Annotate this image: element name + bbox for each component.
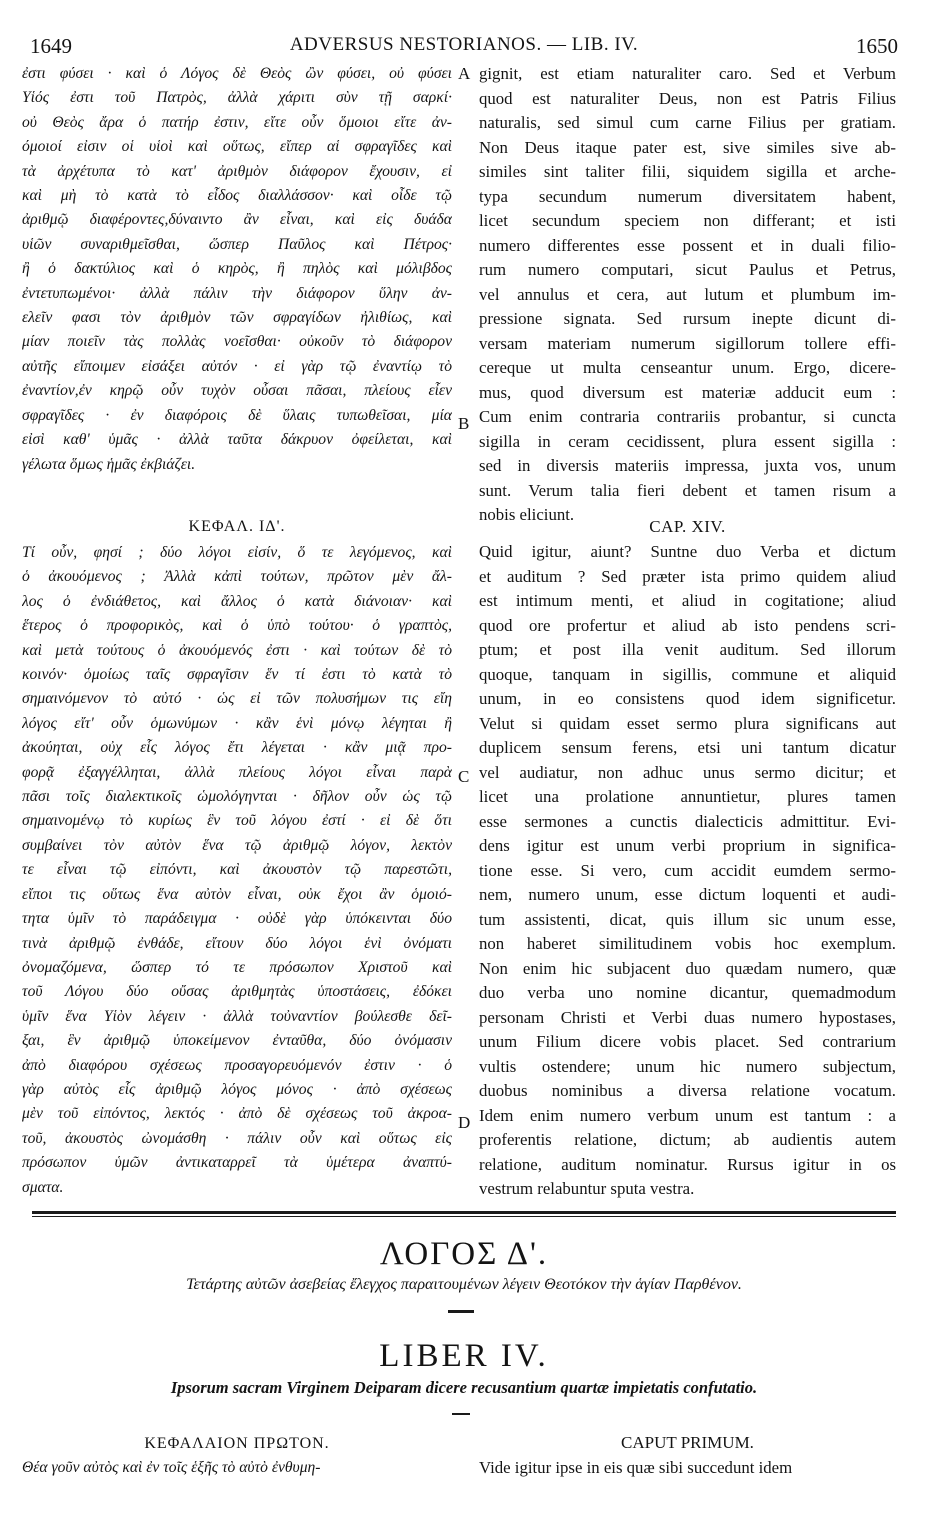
text-line: σματα. — [22, 1178, 64, 1196]
text-line: ελεῖν φασι τὸν ἀριθμὸν τῶν σφραγίδων ἠλιθίως, καὶ — [22, 309, 452, 327]
text-line: esse sermones a cunctis dialecticis admittitur. Evi- — [479, 811, 896, 831]
text-line: unum Filium dicere vobis placet. Sed contrarium — [479, 1032, 896, 1051]
text-line: ἐστι φύσει · καὶ ὁ Λόγος δὲ Θεὸς ὢν φύσει, οὐ φύσει — [22, 65, 452, 82]
text-line: σημαινόμενον τὸ αὐτό · ὡς εἰ τῶν πολυσήμων τις εἴη — [22, 690, 452, 708]
text-line: numero differentes esse possent et in duali filio- — [479, 235, 896, 255]
text-line: sigilla in ceram cecidissent, plura essent sigilla : — [479, 431, 896, 451]
text-line: κοινόν· ὁμοίως ταῖς σφραγῖσιν ἕν τί ἐστι τὸ κατὰ τὸ — [22, 666, 452, 684]
text-line: συμβαίνει τὸν αὐτὸν ἕνα τῷ ἀριθμῷ λόγον, λεκτὸν — [22, 836, 452, 854]
text-line: proferentis relatione, dictum; ab audientis autem — [479, 1130, 896, 1149]
running-title: ADVERSUS NESTORIANOS. — LIB. IV. — [289, 34, 639, 55]
text-line: Cum enim contraria contrariis probantur, si cuncta — [479, 407, 896, 426]
text-line: licet una prolatione annuntietur, plures tamen — [479, 787, 896, 806]
text-line: versam materiam numerum sigillorum tollere effi- — [479, 333, 896, 353]
margin-mark-c: C — [458, 767, 470, 786]
chapter-heading-greek: ΚΕΦΑΛ. ΙΔ'. — [188, 518, 286, 535]
text-line: vestrum relabuntur sputa vestra. — [479, 1179, 695, 1198]
text-line: τὰ ἀρχέτυπα τὸ κατ' ἀριθμὸν διάφορον ἔχουσιν, εἰ — [22, 162, 452, 180]
text-line: pressione signata. Sed rursum inepte dicunt di- — [479, 309, 896, 328]
text-line: ὁ ἀκουόμενος ; Ἀλλὰ κἀπὶ τούτων, πρῶτον μὲν ἄλ- — [22, 568, 452, 586]
text-line: unum, in eo consistens quod idem significetur. — [479, 689, 896, 708]
text-line: nobis eliciunt. — [479, 505, 575, 524]
text-line: naturalis, sed simul cum carne Filius per gratiam. — [479, 113, 896, 132]
section-rule-thick — [32, 1211, 896, 1214]
margin-mark-b: B — [458, 414, 470, 433]
text-line: φορᾷ ἐξαγγέλληται, ἀλλὰ πλείους λόγοι εἶναι παρὰ — [22, 763, 452, 781]
latin-column-bottom — [479, 540, 896, 1202]
page-header — [30, 34, 898, 60]
text-line: quoque, tanquam in sigillis, commune et aliquid — [479, 664, 896, 684]
text-line: et auditum ? Sed præter ista primo quidem aliud — [479, 566, 896, 586]
text-line: λος ὁ ἐνδιάθετος, καὶ ἄλλος ὁ κατὰ διάνοιαν· καὶ — [22, 592, 452, 610]
text-line: αὐτῆς εἴποιμεν εἰσάξει αὐτόν · εἰ γὰρ τῷ ἐναντίῳ τὸ — [22, 357, 452, 375]
text-line: typa secundum numerum diversitatem habent, — [479, 186, 896, 206]
text-line: ὑμῖν ἕνα Υἱὸν λέγειν · ἀλλὰ τοὐναντίον βούλεσθε δεῖ- — [22, 1007, 452, 1025]
text-line: γέλωτα ὅμως ἡμᾶς ἐκβιάζει. — [22, 455, 196, 473]
page-number-left: 1649 — [30, 34, 72, 58]
text-line: vultis ostendere; unum hic numero subjectum, — [479, 1056, 896, 1076]
text-line: duo verba uno nomine dicantur, quemadmodum — [479, 983, 896, 1002]
text-line: τοῦ, ἀκουστὸς ὠνομάσθη · πάλιν οὖν καὶ οὕτως εἰς — [22, 1129, 452, 1147]
text-line: γὰρ αὐτὸς εἷς ἀριθμῷ λόγος μόνος · ἀπὸ σχέσεως — [22, 1080, 452, 1098]
text-line: μίαν ποιεῖν τὰς πολλὰς νοεῖσθαι· οὐκοῦν τὸ διάφορον — [22, 333, 452, 351]
margin-mark-a: A — [458, 64, 471, 83]
text-line: καὶ μὴ τὸ κατὰ τὸ εἶδος διαλλάσσον· καὶ οἶδε τῷ — [22, 187, 452, 205]
text-line: σημαινομένῳ τὸ κυρίως ἓν τοῦ λόγου ἐστί · εἰ δὲ ὅτι — [22, 812, 452, 830]
text-line: Τί οὖν, φησί ; δύο λόγοι εἰσίν, ὅ τε λεγόμενος, καὶ — [22, 544, 452, 561]
text-line: ξαι, ἓν ἀριθμῷ ὑποκείμενον ἐνταῦθα, δύο ὀνόμασιν — [22, 1032, 452, 1050]
text-line: licet secundum speciem non differant; et isti — [479, 211, 896, 230]
text-line: personam Christi et Verbi duas numero hypostases, — [479, 1007, 896, 1027]
text-line: πᾶσι τοῖς διαλεκτικοῖς ὡμολόγηνται · δῆλον οὖν ὡς τῷ — [22, 788, 452, 806]
text-line: πρόσωπον ὑμῶν ἀντικαταρρεῖ τὰ ὑμέτερα ἀναπτύ- — [22, 1154, 452, 1172]
book-title-latin: LIBER IV. — [379, 1338, 549, 1374]
text-line: gignit, est etiam naturaliter caro. Sed et Verbum — [479, 64, 896, 83]
text-line: Idem enim numero verbum unum est tantum : a — [479, 1105, 896, 1125]
text-line: Quid igitur, aiunt? Suntne duo Verba et dictum — [479, 542, 896, 561]
text-line: Non enim hic subjacent duo quædam numero, quæ — [479, 958, 896, 978]
text-line: τε εἶναι τῷ εἰπόντι, καὶ ἀκουστὸν τῷ παρεστῶτι, — [22, 861, 452, 879]
text-line: τινὰ ἀριθμῷ ἐνθάδε, εἴτουν δύο λόγοι ἑνὶ ὀνόματι — [22, 934, 452, 952]
chapter-one-heading-greek: ΚΕΦΑΛΑΙΟΝ ΠΡΩΤΟΝ. — [144, 1435, 330, 1452]
greek-column-bottom — [22, 541, 452, 1200]
text-line: λόγος εἴτ' οὖν ὁμωνύμων · κἂν ἑνὶ μόνῳ λέγηται ἢ — [22, 714, 452, 732]
margin-mark-d: D — [458, 1113, 471, 1132]
text-line: ὀνομαζόμενα, ὥσπερ τό τε πρόσωπον Χριστοῦ καὶ — [22, 958, 452, 976]
text-line: οὐ Θεὸς ἄρα ὁ πατήρ ἐστιν, εἴτε οὖν ὅμοιοι εἴτε ἀν- — [22, 113, 452, 131]
text-line: tione esse. Si vero, cum accidit eumdem sermo- — [479, 860, 896, 880]
text-line: ptum; et post illa venit auditum. Sed illorum — [479, 640, 896, 659]
text-line: nem, numero unum, esse dictum loquenti et audi- — [479, 885, 896, 904]
text-line: ἢ ὁ δακτύλιος καὶ ὁ κηρὸς, ἢ πηλὸς καὶ μόλιβδος — [22, 260, 452, 278]
text-line: cereque ut multa censeantur unum. Ergo, dicere- — [479, 358, 896, 377]
text-line: εἴποι τις οὕτως ἕνα αὐτὸν εἶναι, οὐκ ἔχοι ἂν ὁμοιό- — [22, 885, 452, 903]
text-line: σφραγῖδες · ἐν διαφόροις δὲ ὕλαις τυπωθεῖσαι, μία — [22, 406, 452, 424]
text-line: όμοιοί εἰσιν οἱ υἱοὶ καὶ οὕτως, εἴπερ αἱ σφραγῖδες καὶ — [22, 138, 452, 156]
text-line: duplicem sensum ferens, etsi uni tantum dicatur — [479, 738, 896, 757]
text-line: τητα ὑμῖν τὸ παράδειγμα · οὐδὲ γὰρ ὑπόκεινται δύο — [22, 910, 452, 928]
latin-column-top — [479, 62, 896, 528]
text-line: est intimum menti, et aliud in cogitatione; aliud — [479, 591, 896, 610]
section-rule-thin — [32, 1216, 896, 1217]
text-line: tum assistenti, dicat, quis illum sic unum esse, — [479, 909, 896, 929]
text-line: vel annulus et cera, aut lutum et plumbum im- — [479, 284, 896, 304]
text-line: ἐναντίον,ἐν κηρῷ οὖν τυχὸν οὖσαι πᾶσαι, πλείους εἶεν — [22, 382, 452, 400]
text-line: εἰσὶ καθ' ὑμᾶς · ἀλλὰ ταῦτα δάκρυον ὀφείλεται, καὶ — [22, 431, 452, 449]
text-line: ἀριθμῷ διαφέροντες,δύναιντο ἂν εἶναι, καὶ εἰς δυάδα — [22, 211, 452, 229]
text-line: rum numero computari, sicut Paulus et Petrus, — [479, 260, 896, 279]
text-line: quod ore profertur et aliud ab isto pendens scri- — [479, 615, 896, 635]
text-line: relatione, auditum nominatur. Rursus igitur in os — [479, 1154, 896, 1174]
book-subtitle-greek: Τετάρτης αὐτῶν ἀσεβείας ἔλεγχος παραιτουμένων λέγειν Θεοτόκον τὴν ἁγίαν Παρθένον. — [186, 1276, 742, 1293]
chapter-heading-latin: CAP. XIV. — [649, 517, 726, 536]
text-line: sunt. Verum talia fieri debent et tamen risum a — [479, 480, 896, 500]
book-subtitle-latin: Ipsorum sacram Virginem Deiparam dicere recusantium quartæ impietatis confutatio. — [170, 1378, 758, 1397]
chapter-one-first-line-latin: Vide igitur ipse in eis quæ sibi succedunt idem — [479, 1458, 793, 1477]
chapter-one-first-line-greek: Θέα γοῦν αὐτὸς καὶ ἐν τοῖς ἑξῆς τὸ αὐτὸ ἐνθυμη- — [22, 1459, 321, 1476]
text-line: καὶ μετὰ τούτους ὁ ἀκουόμενός ἐστι · καὶ τούτων δὲ τὸ — [22, 641, 452, 659]
text-line: quod est naturaliter Deus, non est Patris Filius — [479, 88, 896, 108]
book-title-greek: ΛΟΓΟΣ Δ'. — [379, 1236, 549, 1272]
text-line: μὲν τοῦ εἰπόντος, λεκτός · ἀπὸ δὲ σχέσεως τοῦ ἀκροα- — [22, 1105, 452, 1123]
text-line: mus, quod diversum est materiæ adducit eum : — [479, 382, 896, 402]
text-line: dens igitur est unum verbi proprium in significa- — [479, 836, 896, 855]
text-line: sed in diversis materiis impressa, juxta vos, unum — [479, 456, 896, 475]
text-line: vel audiatur, non adhuc unus sermo dicitur; et — [479, 762, 896, 782]
text-line: non haberet similitudinem vobis hoc exemplum. — [479, 934, 896, 953]
greek-column-top — [22, 62, 452, 477]
ornament-dash — [448, 1310, 474, 1313]
page-number-right: 1650 — [856, 34, 898, 58]
text-line: ἀπὸ διαφόρου σχέσεως προσαγορευόμενόν ἐστιν · ὁ — [22, 1056, 452, 1074]
text-line: τοῦ Λόγου δύο οὔσας ἀριθμητὰς ὑποστάσεις, ἐδόκει — [22, 983, 452, 1001]
text-line: ἀκούηται, οὐχ εἷς λόγος ἔτι λέγεται · κἂν μιᾷ προ- — [22, 739, 452, 757]
text-line: Velut si quidam esset sermo plura significans aut — [479, 713, 896, 733]
text-line: ἐντετυπωμένοι· ἀλλὰ πάλιν τὴν διάφορον ὕλην ἀν- — [22, 284, 452, 302]
ornament-dash-small — [452, 1413, 470, 1415]
text-line: duobus nominibus a diversa relatione vocatum. — [479, 1081, 896, 1100]
text-line: similes sint taliter filii, siquidem sigilla et arche- — [479, 162, 896, 181]
text-line: Non Deus itaque pater est, sive similes sive ab- — [479, 137, 896, 157]
text-line: υἱῶν συναριθμεῖσθαι, ὥσπερ Παῦλος καὶ Πέτρος· — [22, 235, 452, 253]
text-line: ἕτερος ὁ προφορικὸς, καὶ ὁ ὑπὸ τούτου· ὁ γραπτὸς, — [22, 617, 452, 635]
chapter-one-heading-latin: CAPUT PRIMUM. — [621, 1433, 754, 1452]
text-line: Υἱός ἐστι τοῦ Πατρὸς, ἀλλὰ χάριτι σὺν τῇ σαρκί· — [22, 89, 452, 107]
